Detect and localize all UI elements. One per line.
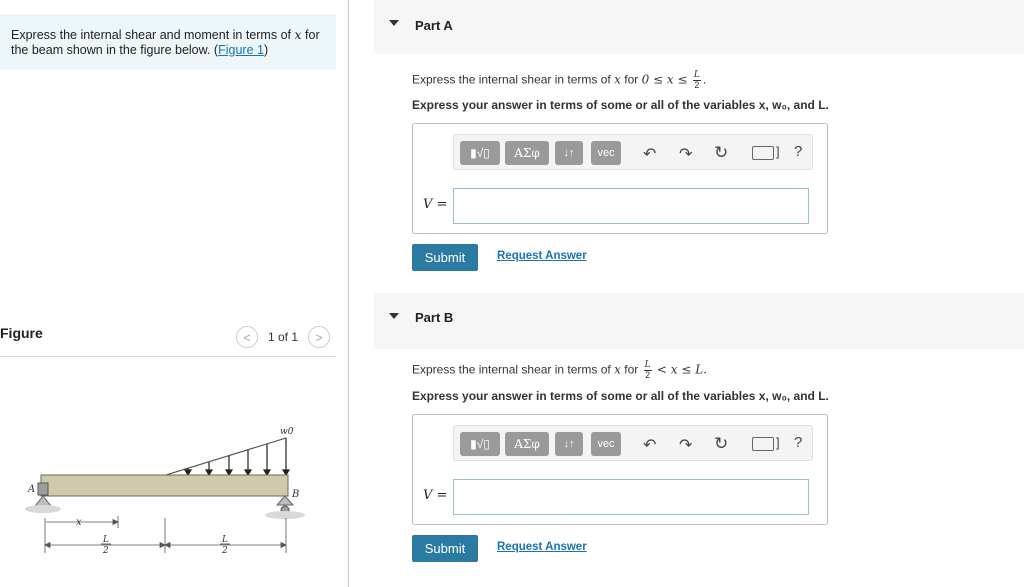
part-b-math-toolbar: [453, 425, 813, 461]
paren-open: (: [213, 43, 219, 57]
arrows-button[interactable]: ↓↑: [555, 432, 583, 456]
part-b-answer-box: [412, 414, 828, 525]
part-b-submit-button[interactable]: Submit: [412, 535, 478, 562]
question-range-end: < x ≤ L.: [656, 362, 708, 377]
part-a-submit-button[interactable]: Submit: [412, 244, 478, 271]
x-dim-label: x: [76, 517, 82, 528]
part-b-instruction: Express your answer in terms of some or all of the variables x, w₀, and L.: [412, 389, 829, 403]
part-b-title: Part B: [415, 310, 454, 325]
answer-label: V =: [423, 488, 448, 503]
keyboard-suffix: ]: [776, 144, 780, 159]
figure-divider: [0, 356, 336, 357]
part-a-title: Part A: [415, 18, 453, 33]
beam: [41, 475, 288, 496]
question-fraction: $\frac{L}{2}$: [693, 70, 700, 90]
dim1-num: L: [103, 535, 109, 545]
keyboard-suffix: ]: [776, 435, 780, 450]
prev-figure-button[interactable]: <: [236, 326, 258, 348]
help-button[interactable]: ?: [794, 143, 803, 160]
intro-text: Express the internal shear and moment in terms of: [11, 28, 291, 42]
question-for: for: [624, 362, 639, 377]
keyboard-icon[interactable]: [752, 437, 774, 451]
dim2-den: 2: [222, 546, 228, 556]
part-b-question: [412, 361, 707, 380]
collapse-triangle-icon[interactable]: [389, 313, 399, 319]
support-b-label: B: [292, 489, 300, 500]
part-b-request-answer-link[interactable]: Request Answer: [497, 541, 587, 553]
help-button[interactable]: ?: [794, 434, 803, 451]
question-for: for: [624, 72, 639, 87]
question-text: Express the internal shear in terms of: [412, 362, 611, 377]
x-dimension: [46, 516, 118, 528]
greek-symbols-button[interactable]: ΑΣφ: [505, 141, 549, 165]
parts-panel: [374, 0, 1024, 587]
figure-count: 1 of 1: [268, 330, 299, 344]
templates-button[interactable]: ▮√▯: [460, 141, 500, 165]
panel-divider: [348, 0, 349, 587]
next-figure-button[interactable]: >: [308, 326, 330, 348]
redo-icon[interactable]: ↷: [679, 437, 693, 454]
collapse-triangle-icon[interactable]: [389, 20, 399, 26]
vector-button[interactable]: vec: [591, 432, 621, 456]
undo-icon[interactable]: ↶: [643, 146, 657, 163]
arrows-button[interactable]: ↓↑: [555, 141, 583, 165]
beam-diagram: [18, 418, 318, 563]
question-text: Express the internal shear in terms of: [412, 72, 611, 87]
figure-heading: Figure: [0, 325, 43, 341]
redo-icon[interactable]: ↷: [679, 146, 693, 163]
part-a-instruction: Express your answer in terms of some or all of the variables x, w₀, and L.: [412, 98, 829, 112]
question-var: x: [614, 72, 621, 87]
part-a-answer-box: [412, 123, 828, 234]
paren-close: ): [263, 43, 269, 57]
part-a-request-answer-link[interactable]: Request Answer: [497, 250, 587, 262]
figure-link[interactable]: Figure 1: [218, 43, 264, 57]
intro-text-after: for the beam shown in the figure below.: [11, 28, 320, 57]
dim2-num: L: [222, 535, 228, 545]
undo-icon[interactable]: ↶: [643, 437, 657, 454]
left-panel: [0, 0, 348, 587]
part-a-question: [412, 71, 706, 90]
support-a-label: A: [28, 484, 36, 495]
keyboard-icon[interactable]: [752, 146, 774, 160]
reset-icon[interactable]: ↻: [714, 143, 729, 162]
intro-var: x: [294, 27, 302, 42]
part-b-header[interactable]: [374, 293, 1024, 349]
part-b-answer-input[interactable]: [453, 479, 809, 515]
question-var: x: [614, 362, 621, 377]
dim1-den: 2: [103, 546, 109, 556]
reset-icon[interactable]: ↻: [714, 434, 729, 453]
templates-button[interactable]: ▮√▯: [460, 432, 500, 456]
question-fraction: $\frac{L}{2}$: [644, 360, 651, 380]
vector-button[interactable]: vec: [591, 141, 621, 165]
problem-intro: [0, 14, 336, 70]
answer-label: V =: [423, 197, 448, 212]
greek-symbols-button[interactable]: ΑΣφ: [505, 432, 549, 456]
part-a-answer-input[interactable]: [453, 188, 809, 224]
question-range-start: 0 ≤ x ≤: [641, 72, 688, 87]
question-range-end: .: [702, 72, 707, 87]
part-a-math-toolbar: [453, 134, 813, 170]
load-label: w0: [280, 427, 294, 437]
figure-pager: [236, 326, 330, 348]
part-a-header[interactable]: [374, 0, 1024, 54]
